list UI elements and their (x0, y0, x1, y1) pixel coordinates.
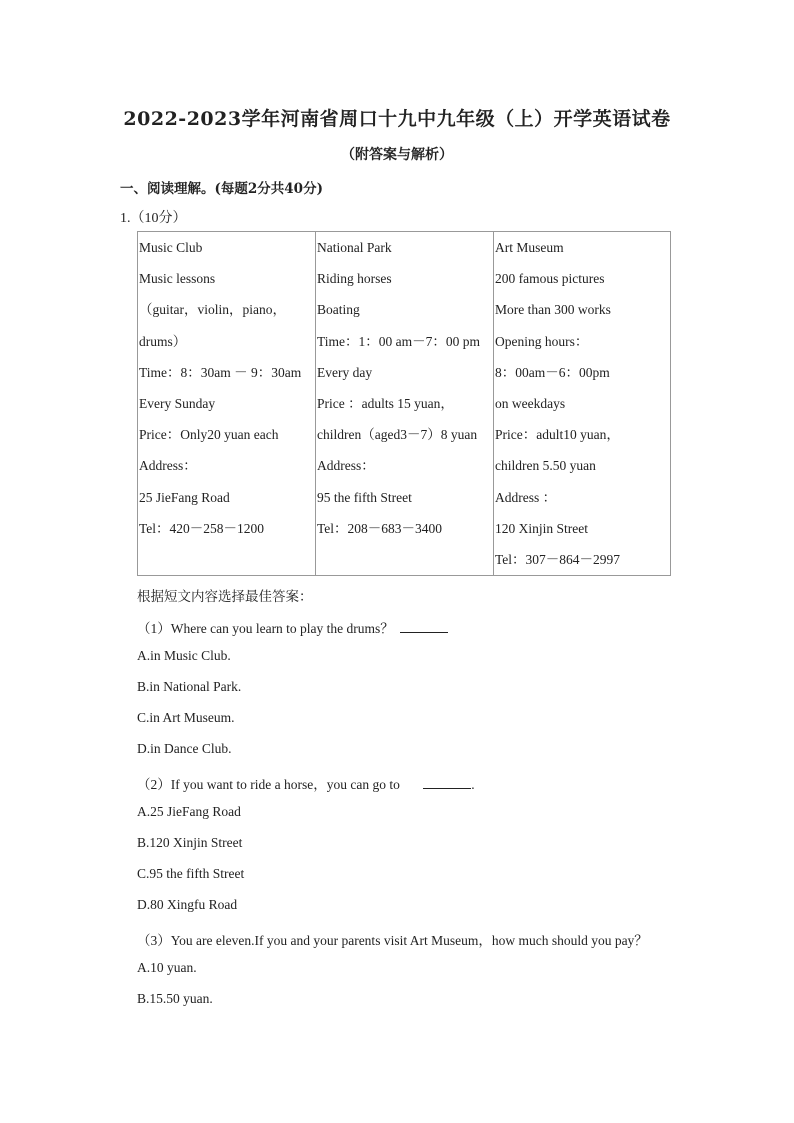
question-text (137, 617, 448, 637)
option-line: A.10 yuan. (137, 960, 197, 975)
cell-line: Address： (139, 458, 197, 474)
cell-line: 95 the fifth Street (317, 489, 412, 505)
section-heading: 一、阅读理解。(每题2分共40分) (120, 181, 323, 197)
cell-line: Boating (317, 302, 360, 318)
question-text (137, 929, 648, 949)
cell-line: 25 JieFang Road (139, 489, 230, 505)
cell-line: Riding horses (317, 271, 392, 287)
option-line: C.95 the fifth Street (137, 866, 245, 881)
question-number: 1.（10分） (120, 211, 187, 226)
cell-line: More than 300 works (495, 302, 611, 318)
cell-line: Opening hours： (495, 333, 589, 349)
cell-line: Every day (317, 364, 373, 380)
cell-line: Address ： (495, 489, 557, 505)
cell-line: children 5.50 yuan (495, 458, 596, 474)
cell-line: Address： (317, 458, 375, 474)
cell-line: Price：Only20 yuan each (139, 427, 279, 443)
question-2-text: （2）If you want to ride a horse，you can go to (137, 777, 404, 792)
cell-line: on weekdays (495, 395, 566, 411)
music-club-cell (138, 232, 316, 576)
answer-blank (423, 776, 471, 789)
cell-line: Tel：420－258－1200 (139, 520, 265, 536)
cell-line: Price：adult10 yuan， (495, 427, 620, 443)
cell-line: Tel：307－864－2997 (495, 551, 621, 567)
answer-blank (400, 620, 448, 633)
national-park-cell (316, 232, 494, 576)
option-line: A.25 JieFang Road (137, 804, 241, 819)
question-3-text: （3）You are eleven.If you and your parents visit Art Museum，how much should you pay？ (137, 933, 648, 948)
cell-line: Art Museum (495, 240, 564, 255)
option-line: B.in National Park. (137, 679, 242, 694)
page-title: 2022-2023学年河南省周口十九中九年级（上）开学英语试卷 (123, 108, 671, 130)
cell-line: Music Club (139, 240, 203, 255)
cell-line: Time：1：00 am－7：00 pm (317, 333, 481, 349)
cell-line: 200 famous pictures (495, 271, 605, 287)
cell-line: 120 Xinjin Street (495, 520, 588, 536)
option-line: B.120 Xinjin Street (137, 835, 243, 850)
cell-line: （guitar，violin，piano， (139, 302, 286, 318)
question-1-text: （1）Where can you learn to play the drums？ (137, 621, 394, 636)
cell-line: 8：00am－6：00pm (495, 364, 610, 380)
option-line: C.in Art Museum. (137, 710, 235, 725)
cell-line: children（aged3－7）8 yuan (317, 427, 478, 443)
option-line: D.in Dance Club. (137, 741, 232, 756)
cell-line: National Park (317, 240, 392, 255)
info-table (137, 231, 671, 576)
option-line: A.in Music Club. (137, 648, 231, 663)
table-row (138, 232, 671, 576)
cell-line: Price ：adults 15 yuan， (317, 395, 454, 411)
cell-line: Music lessons (139, 271, 216, 287)
question-text: （2）If you want to ride a horse，you can go to . (137, 777, 475, 792)
page-subtitle: （附答案与解析） (341, 147, 453, 163)
cell-line: Time：8：30am － 9：30am (139, 364, 302, 380)
cell-line: Every Sunday (139, 395, 216, 411)
cell-line: drums） (139, 333, 187, 349)
instruction-text: 根据短文内容选择最佳答案： (137, 589, 313, 605)
art-museum-cell (494, 232, 671, 576)
cell-line: Tel：208－683－3400 (317, 520, 443, 536)
option-line: B.15.50 yuan. (137, 991, 213, 1006)
option-line: D.80 Xingfu Road (137, 897, 238, 912)
